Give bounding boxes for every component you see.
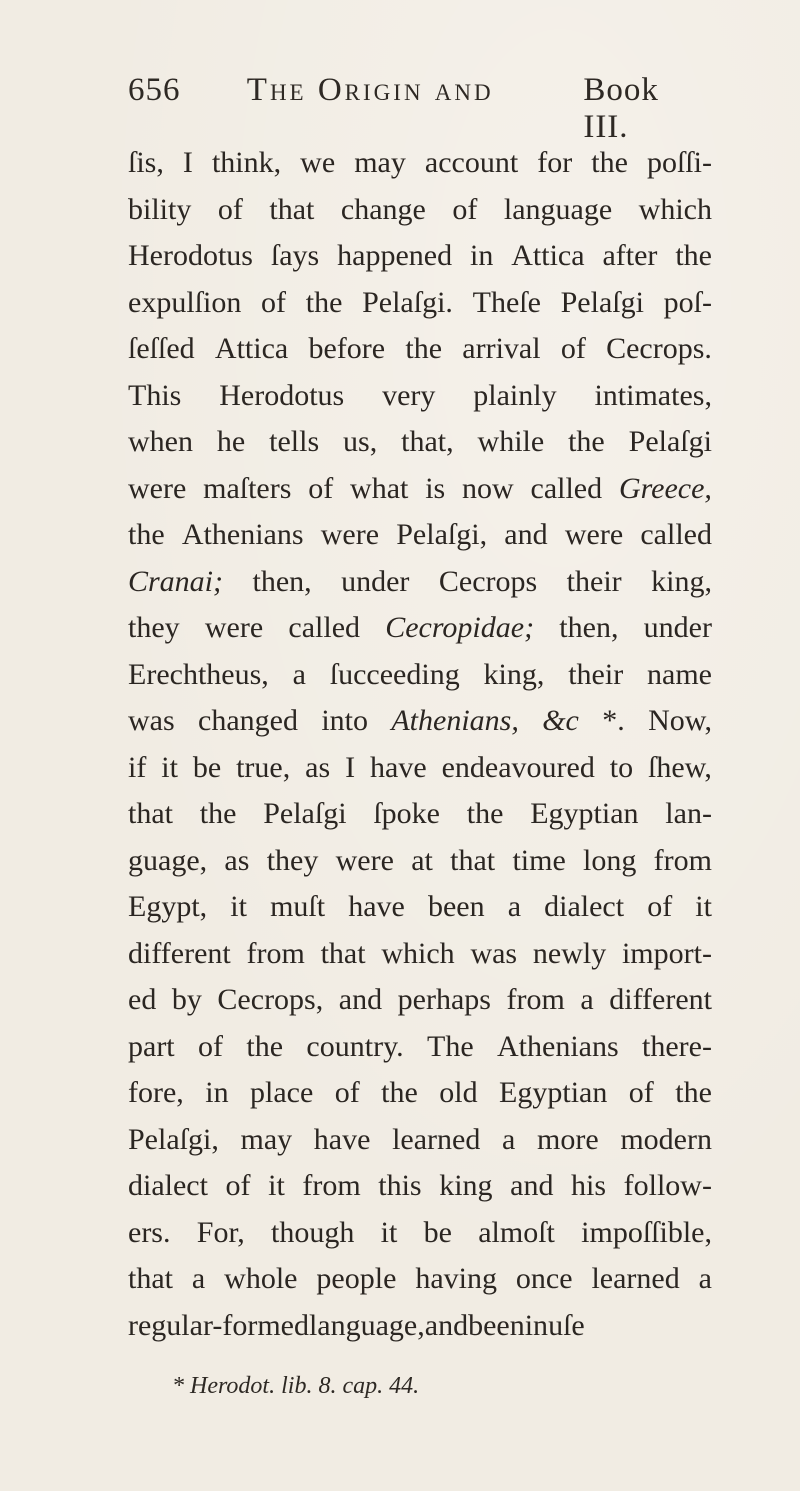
word: he (216, 425, 246, 458)
word: under (643, 611, 712, 644)
word: once (515, 1262, 573, 1295)
word: of (452, 192, 478, 226)
word: it (161, 750, 178, 784)
word: ſays (270, 239, 320, 272)
word: king, (483, 657, 545, 691)
word: newly (532, 936, 607, 970)
word: have (370, 750, 427, 784)
word: The (427, 1029, 474, 1063)
word: in (205, 1076, 229, 1109)
word: the (675, 1076, 712, 1109)
word: under (341, 564, 410, 598)
text-line (128, 512, 712, 559)
word: Egypt, (128, 890, 208, 923)
word: whole (224, 1262, 298, 1295)
text-line (128, 466, 712, 513)
word: almoſt (478, 1215, 555, 1249)
word: place (250, 1076, 314, 1109)
word: follow- (623, 1169, 712, 1202)
running-title: The Origin and (246, 72, 494, 108)
word: ſeſſed (128, 332, 195, 365)
word: the (199, 797, 237, 830)
word: dialect (128, 1169, 208, 1202)
word: Pelaſgi (263, 797, 347, 830)
text-line (128, 419, 712, 466)
text-line (128, 652, 712, 699)
text-line (128, 1210, 712, 1257)
word: and (338, 983, 383, 1016)
word: account (424, 146, 519, 179)
text-line (128, 280, 712, 327)
word: uſe (548, 1308, 585, 1342)
text-line (128, 1070, 712, 1117)
word: the (568, 425, 605, 458)
word: now (462, 471, 514, 505)
word: modern (620, 1122, 712, 1156)
word: that (320, 936, 366, 970)
word: of (647, 890, 673, 923)
word: the (675, 239, 712, 272)
word: that (128, 1262, 173, 1295)
word: they (128, 611, 180, 644)
word: as (305, 750, 331, 784)
word: it (268, 1169, 285, 1202)
word: ſucceeding (329, 657, 460, 691)
word: true, (236, 750, 291, 784)
word: poſ- (663, 285, 712, 319)
word: the (405, 332, 443, 365)
text-line (128, 977, 712, 1024)
text-line (128, 838, 712, 885)
word: after (602, 239, 658, 272)
word: is (425, 471, 446, 505)
word: and (504, 518, 548, 551)
word: a (502, 1122, 516, 1156)
word: which (638, 192, 712, 226)
text-line (128, 1163, 712, 1210)
word: a (580, 983, 594, 1016)
word: may (240, 1122, 293, 1156)
page-number: 656 (128, 72, 181, 108)
word: different (128, 936, 231, 970)
word: were (204, 611, 264, 644)
word: were (564, 518, 624, 551)
word: the (466, 797, 504, 830)
word: been (468, 1308, 525, 1342)
word: that (269, 192, 315, 226)
word: it (695, 890, 712, 923)
word: of (217, 192, 243, 226)
word: to (609, 750, 634, 784)
word: this (378, 1169, 422, 1202)
word: at (411, 843, 433, 877)
word: of (225, 1169, 251, 1202)
word: the (305, 285, 343, 319)
word: people (316, 1262, 397, 1295)
word: old (439, 1076, 478, 1109)
word: Cecrops. (606, 332, 712, 365)
text-line (128, 559, 712, 606)
text-line (128, 373, 712, 420)
word: Attica (511, 239, 585, 272)
word: expulſion (128, 285, 242, 319)
word: Pelaſgi, (128, 1122, 219, 1156)
word: import- (621, 936, 712, 970)
word: of (560, 332, 586, 365)
text-line (128, 931, 712, 978)
word: may (354, 146, 406, 179)
word: though (271, 1215, 355, 1249)
word: ſhew, (648, 750, 712, 784)
word: by (171, 983, 202, 1016)
word: it (230, 890, 247, 923)
word: there- (642, 1029, 712, 1063)
word: that, (401, 425, 454, 458)
word: was (128, 704, 175, 737)
word: they (266, 843, 319, 877)
word: ſpoke (373, 797, 440, 830)
word: of (334, 1076, 360, 1109)
word: and (424, 1308, 469, 1342)
word: *. (602, 704, 625, 737)
word: that (128, 797, 173, 830)
word: learned (591, 1262, 680, 1295)
text-line (128, 791, 712, 838)
word: having (415, 1262, 497, 1295)
word: called (640, 518, 712, 551)
book-label: Book III. (583, 72, 659, 145)
word: Egyptian (499, 1076, 608, 1109)
word: of (198, 1029, 224, 1063)
word: a (507, 890, 522, 923)
text-line (128, 187, 712, 234)
word: in (469, 239, 494, 272)
word: a (292, 657, 306, 691)
word: the (128, 518, 165, 551)
word: of (308, 471, 334, 505)
word: perhaps (397, 983, 491, 1016)
word: I (182, 146, 193, 179)
word: his (571, 1169, 607, 1202)
text-line (128, 326, 712, 373)
word: Athenians (497, 1029, 619, 1063)
word: when (128, 425, 193, 458)
word: then, (252, 564, 312, 598)
word: part (128, 1029, 175, 1063)
italic-word: Cecropidae; (385, 611, 535, 644)
word: guage, (128, 843, 208, 877)
footnote: * Herodot. lib. 8. cap. 44. (172, 1373, 420, 1399)
word: Pelaſgi (560, 285, 644, 319)
word: for (537, 146, 573, 179)
word: it (380, 1215, 398, 1249)
word: fore, (128, 1076, 184, 1109)
word: regular-formed (128, 1308, 309, 1342)
word: Theſe (472, 285, 541, 319)
word: from (653, 843, 712, 877)
word: from (302, 1169, 361, 1202)
word: then, (559, 611, 619, 644)
text-line (128, 233, 712, 280)
word: which (381, 936, 455, 970)
word: Pelaſgi. (362, 285, 453, 319)
word: the (381, 1076, 418, 1109)
word: were (320, 518, 380, 551)
word: have (313, 1122, 371, 1156)
word: Herodotus (219, 378, 345, 412)
word: This (128, 378, 182, 412)
text-line (128, 1303, 712, 1350)
word: Now, (648, 704, 712, 737)
word: ers. (128, 1215, 171, 1249)
word: language, (308, 1308, 425, 1342)
word: plainly (473, 378, 557, 412)
word: Herodotus (128, 239, 253, 272)
italic-word: Cranai; (128, 564, 224, 598)
word: poſſi- (646, 146, 712, 179)
text-line (128, 1256, 712, 1303)
word: a (191, 1262, 206, 1295)
word: time (512, 843, 566, 877)
word: change (340, 192, 426, 226)
word: Attica (214, 332, 289, 365)
body-text (128, 140, 712, 1349)
word: be (423, 1215, 452, 1249)
text-line (128, 745, 712, 792)
word: into (321, 704, 368, 737)
word: tells (269, 425, 320, 458)
word: more (537, 1122, 599, 1156)
word: of (261, 285, 287, 319)
word: was (470, 936, 518, 970)
word: called (530, 471, 603, 505)
word: intimates, (594, 378, 712, 412)
word: we (300, 146, 336, 179)
word: be (192, 750, 222, 784)
word: endeavoured (441, 750, 595, 784)
word: from (246, 936, 305, 970)
word: as (224, 843, 250, 877)
word: been (427, 890, 485, 923)
word: think, (211, 146, 282, 179)
word: Egyptian (530, 797, 639, 830)
word: country. (306, 1029, 404, 1063)
word: the (591, 146, 628, 179)
word: ſis, (128, 146, 164, 179)
text-line (128, 884, 712, 931)
italic-word: &c (542, 704, 579, 737)
word: ed (128, 983, 157, 1016)
word: Athenians (181, 518, 304, 551)
word: long (583, 843, 637, 877)
word: us, (343, 425, 378, 458)
word: were (128, 471, 187, 505)
word: muſt (270, 890, 326, 923)
word: lan- (665, 797, 712, 830)
word: Pelaſgi, (396, 518, 488, 551)
word: have (348, 890, 405, 923)
italic-word: Athenians, (391, 704, 519, 737)
word: the (246, 1029, 284, 1063)
word: I (345, 750, 356, 784)
word: were (335, 843, 394, 877)
word: before (308, 332, 386, 365)
word: For, (196, 1215, 245, 1249)
word: happened (337, 239, 453, 272)
italic-word: Greece, (618, 471, 712, 505)
word: Cecrops (438, 564, 538, 598)
word: that (450, 843, 496, 877)
word: king (439, 1169, 493, 1202)
word: king, (651, 564, 712, 598)
word: very (382, 378, 436, 412)
text-line (128, 605, 712, 652)
word: learned (392, 1122, 481, 1156)
text-line (128, 140, 712, 187)
word: maſters (203, 471, 292, 505)
word: dialect (544, 890, 625, 923)
word: from (506, 983, 565, 1016)
word: Cecrops, (217, 983, 324, 1016)
word: Pelaſgi (628, 425, 712, 458)
word: changed (198, 704, 298, 737)
word: and (510, 1169, 554, 1202)
text-line (128, 1117, 712, 1164)
word: their (568, 657, 624, 691)
page-header (128, 72, 712, 145)
word: while (477, 425, 545, 458)
word: Erechtheus, (128, 657, 269, 691)
text-line (128, 1024, 712, 1071)
word: arrival (462, 332, 541, 365)
word: name (647, 657, 712, 691)
word: if (128, 750, 147, 784)
word: called (288, 611, 361, 644)
word: a (698, 1262, 712, 1295)
word: of (628, 1076, 654, 1109)
word: bility (128, 192, 192, 226)
word: their (566, 564, 622, 598)
word: what (350, 471, 409, 505)
word: different (609, 983, 712, 1016)
word: impoſſible, (581, 1215, 712, 1249)
word: in (524, 1308, 549, 1342)
text-line (128, 698, 712, 745)
word: language (503, 192, 613, 226)
